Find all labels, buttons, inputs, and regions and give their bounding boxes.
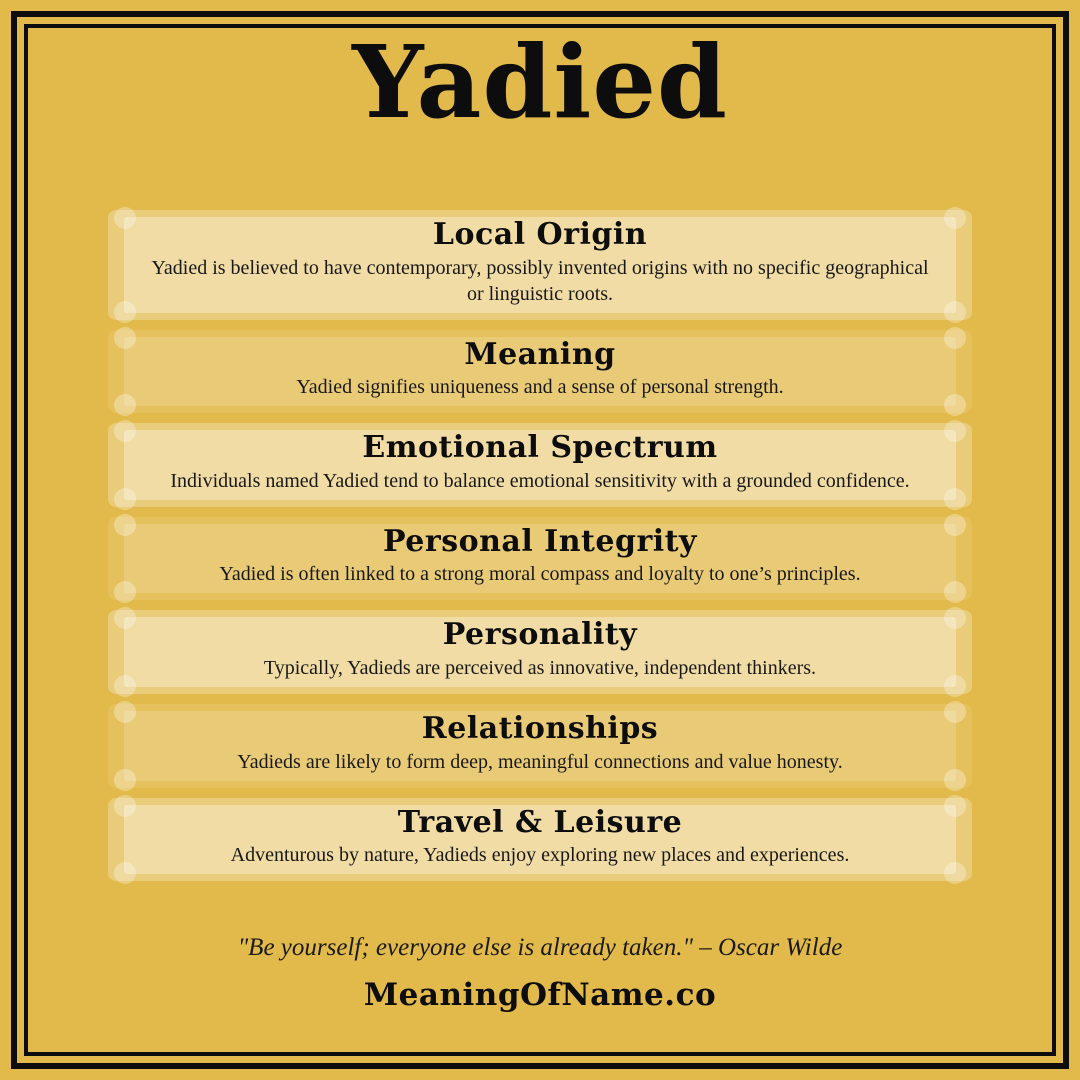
section-heading: Personal Integrity bbox=[383, 523, 697, 559]
corner-dot bbox=[114, 795, 136, 817]
corner-dot bbox=[114, 675, 136, 697]
quote-text: "Be yourself; everyone else is already taken." – Oscar Wilde bbox=[237, 934, 843, 961]
section-card-travel-leisure bbox=[108, 798, 972, 882]
section-heading: Relationships bbox=[421, 710, 659, 746]
corner-dot bbox=[944, 607, 966, 629]
corner-dot bbox=[114, 581, 136, 603]
corner-dot bbox=[944, 581, 966, 603]
section-card-personal-integrity bbox=[108, 517, 972, 601]
corner-dot bbox=[114, 514, 136, 536]
section-heading: Personality bbox=[442, 617, 638, 653]
section-heading: Meaning bbox=[464, 336, 616, 372]
section-body: Individuals named Yadied tend to balance emotional sensitivity with a grounded confidence. bbox=[170, 469, 910, 492]
section-heading: Travel & Leisure bbox=[397, 804, 683, 840]
section-body: Adventurous by nature, Yadieds enjoy exploring new places and experiences. bbox=[230, 844, 850, 867]
corner-dot bbox=[944, 862, 966, 884]
section-card-list bbox=[108, 210, 972, 881]
section-body: Yadied is often linked to a strong moral compass and loyalty to one’s principles. bbox=[219, 563, 861, 586]
section-body: Yadied is believed to have contemporary, possibly invented origins with no specific geographical or linguistic roots. bbox=[151, 256, 929, 305]
corner-dot bbox=[944, 769, 966, 791]
corner-dot bbox=[114, 701, 136, 723]
corner-dot bbox=[944, 301, 966, 323]
section-card-meaning bbox=[108, 330, 972, 414]
corner-dot bbox=[114, 301, 136, 323]
section-body: Yadieds are likely to form deep, meaningful connections and value honesty. bbox=[237, 750, 843, 773]
corner-dot bbox=[944, 327, 966, 349]
corner-dot bbox=[944, 394, 966, 416]
brand-name: MeaningOfName.co bbox=[363, 977, 717, 1013]
section-heading: Local Origin bbox=[432, 217, 648, 252]
corner-dot bbox=[114, 420, 136, 442]
corner-dot bbox=[114, 207, 136, 229]
corner-dot bbox=[114, 769, 136, 791]
corner-dot bbox=[944, 675, 966, 697]
corner-dot bbox=[114, 394, 136, 416]
corner-dot bbox=[944, 420, 966, 442]
corner-dot bbox=[114, 327, 136, 349]
section-card-relationships bbox=[108, 704, 972, 788]
corner-dot bbox=[114, 607, 136, 629]
section-card-personality bbox=[108, 610, 972, 694]
section-card-emotional-spectrum bbox=[108, 423, 972, 507]
corner-dot bbox=[114, 488, 136, 510]
corner-dot bbox=[114, 862, 136, 884]
page-title: Yadied bbox=[352, 23, 728, 141]
corner-dot bbox=[944, 488, 966, 510]
corner-dot bbox=[944, 514, 966, 536]
section-body: Yadied signifies uniqueness and a sense of personal strength. bbox=[296, 376, 784, 399]
corner-dot bbox=[944, 207, 966, 229]
section-card-local-origin bbox=[108, 210, 972, 320]
corner-dot bbox=[944, 701, 966, 723]
section-body: Typically, Yadieds are perceived as innovative, independent thinkers. bbox=[263, 656, 817, 679]
section-heading: Emotional Spectrum bbox=[362, 430, 718, 466]
corner-dot bbox=[944, 795, 966, 817]
